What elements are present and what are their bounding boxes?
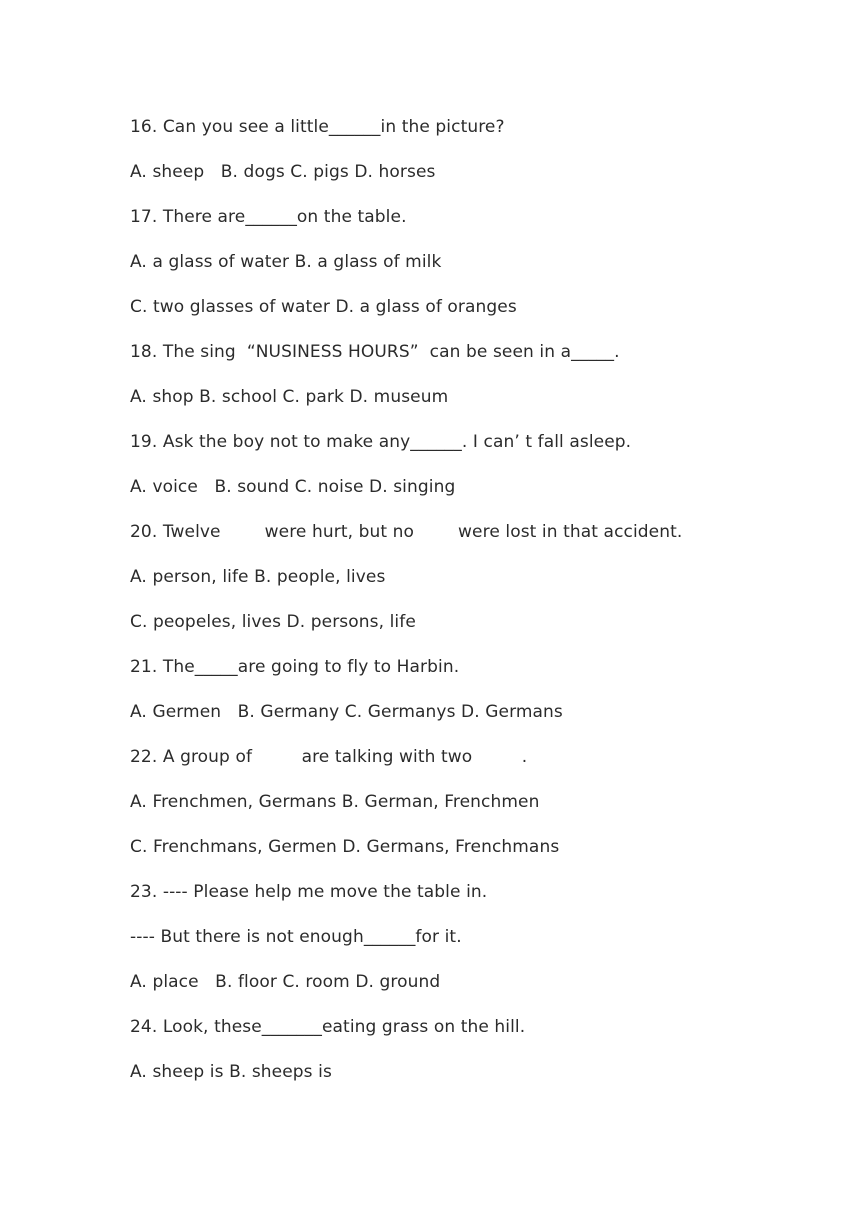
question-23-reply: ---- But there is not enough______for it. xyxy=(130,927,462,947)
question-17-options-ab: A. a glass of water B. a glass of milk xyxy=(130,252,442,272)
question-20-options-ab: A. person, life B. people, lives xyxy=(130,567,386,587)
question-19-stem: 19. Ask the boy not to make any______. I can’ t fall asleep. xyxy=(130,432,632,452)
question-18-stem: 18. The sing “NUSINESS HOURS” can be seen in a_____. xyxy=(130,342,620,362)
question-17-options-cd: C. two glasses of water D. a glass of oranges xyxy=(130,297,517,317)
question-20-stem: 20. Twelve were hurt, but no were lost in that accident. xyxy=(130,522,683,542)
question-24-options: A. sheep is B. sheeps is xyxy=(130,1062,332,1082)
question-22-options-cd: C. Frenchmans, Germen D. Germans, Frenchmans xyxy=(130,837,560,857)
question-23-stem: 23. ---- Please help me move the table in. xyxy=(130,882,488,902)
question-list xyxy=(130,114,830,1104)
question-23-options: A. place B. floor C. room D. ground xyxy=(130,972,441,992)
question-21-stem: 21. The_____are going to fly to Harbin. xyxy=(130,657,460,677)
question-16-stem: 16. Can you see a little______in the picture? xyxy=(130,117,505,137)
question-21-options: A. Germen B. Germany C. Germanys D. Germans xyxy=(130,702,563,722)
question-16-options: A. sheep B. dogs C. pigs D. horses xyxy=(130,162,436,182)
question-22-options-ab: A. Frenchmen, Germans B. German, Frenchmen xyxy=(130,792,540,812)
question-22-stem: 22. A group of are talking with two . xyxy=(130,747,528,767)
question-24-stem: 24. Look, these_______eating grass on the hill. xyxy=(130,1017,526,1037)
question-18-options: A. shop B. school C. park D. museum xyxy=(130,387,449,407)
question-17-stem: 17. There are______on the table. xyxy=(130,207,407,227)
question-20-options-cd: C. peopeles, lives D. persons, life xyxy=(130,612,416,632)
question-19-options: A. voice B. sound C. noise D. singing xyxy=(130,477,456,497)
